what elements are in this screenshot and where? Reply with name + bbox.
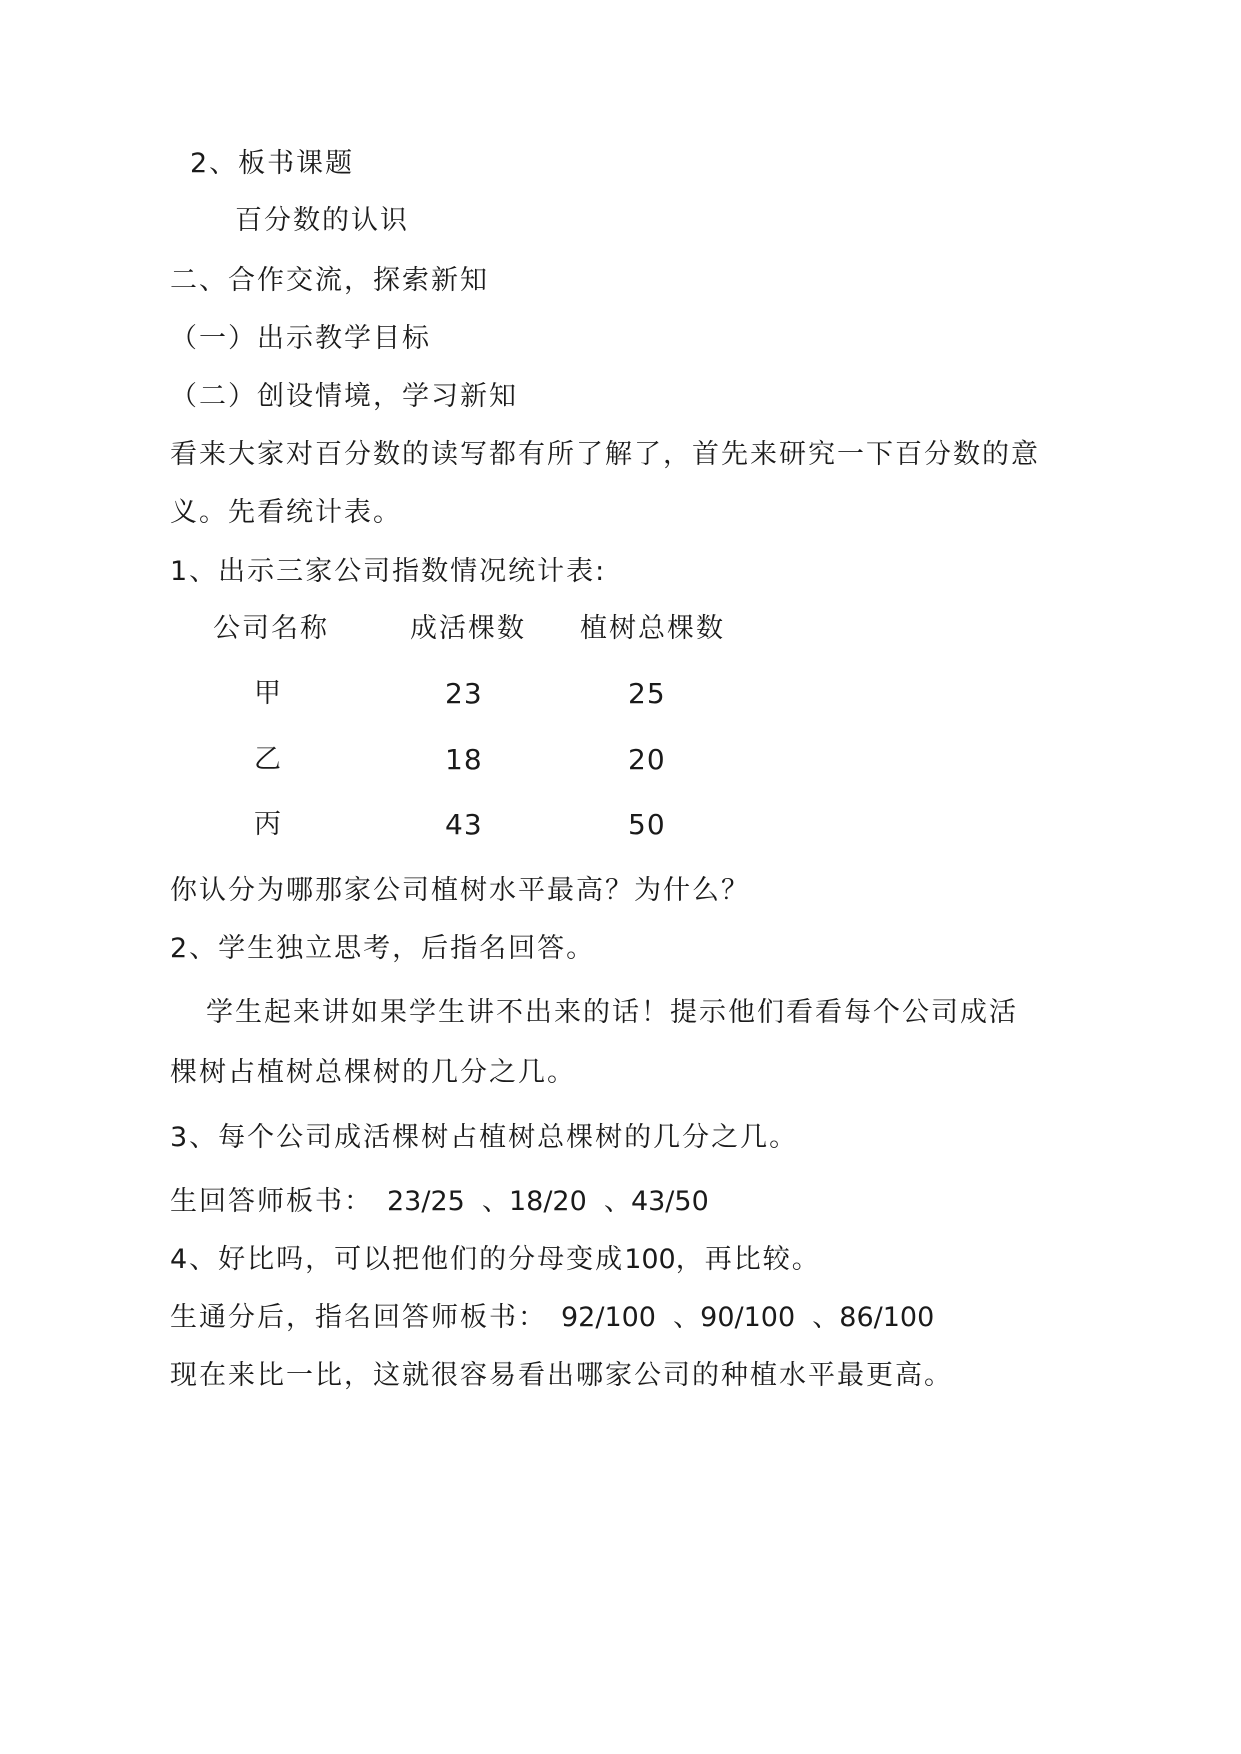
table-header-company: 公司名称 xyxy=(213,613,329,644)
table-cell-company: 乙 xyxy=(254,744,283,775)
answer-2-line xyxy=(170,1301,934,1335)
heading-board-title: 2、板书课题 xyxy=(190,148,355,179)
lesson-topic: 百分数的认识 xyxy=(235,205,409,236)
step-2-text: 2、学生独立思考，后指名回答。 xyxy=(170,933,596,964)
conclusion-text: 现在来比一比，这就很容易看出哪家公司的种植水平最更高。 xyxy=(170,1360,953,1391)
step-3-text: 3、每个公司成活棵树占植树总棵树的几分之几。 xyxy=(170,1122,799,1153)
answer-1-line xyxy=(170,1185,709,1219)
table-cell-alive: 18 xyxy=(445,743,483,776)
table-cell-total: 25 xyxy=(628,677,666,710)
table-cell-company: 甲 xyxy=(254,678,283,709)
step-4-number: 100 xyxy=(624,1244,676,1275)
table-cell-alive: 23 xyxy=(445,677,483,710)
table-cell-company: 丙 xyxy=(254,809,283,840)
section-heading: 二、合作交流，探索新知 xyxy=(170,265,489,296)
question-text: 你认分为哪那家公司植树水平最高？为什么？ xyxy=(170,875,750,906)
step-4-text-a: 4、好比吗，可以把他们的分母变成 xyxy=(170,1244,625,1275)
answer-1-label: 生回答师板书： xyxy=(170,1186,373,1217)
table-header-alive: 成活棵数 xyxy=(410,613,526,644)
hint-paragraph-line-2: 棵树占植树总棵树的几分之几。 xyxy=(170,1057,576,1088)
answer-2-label: 生通分后，指名回答师板书： xyxy=(170,1302,547,1333)
subsection-objectives: （一）出示教学目标 xyxy=(170,323,431,354)
step-4-line xyxy=(170,1243,821,1277)
table-cell-alive: 43 xyxy=(445,808,483,841)
step-1-text: 1、出示三家公司指数情况统计表: xyxy=(170,556,607,587)
intro-paragraph-line-1: 看来大家对百分数的读写都有所了解了，首先来研究一下百分数的意 xyxy=(170,439,1040,470)
answer-2-values: 92/100 、90/100 、86/100 xyxy=(561,1302,935,1333)
table-cell-total: 50 xyxy=(628,808,666,841)
intro-paragraph-line-2: 义。先看统计表。 xyxy=(170,497,402,528)
subsection-scenario: （二）创设情境，学习新知 xyxy=(170,381,518,412)
table-header-total: 植树总棵数 xyxy=(580,613,725,644)
step-4-text-b: ，再比较。 xyxy=(675,1244,821,1275)
answer-1-values: 23/25 、18/20 、43/50 xyxy=(387,1186,709,1217)
table-cell-total: 20 xyxy=(628,743,666,776)
hint-paragraph-line-1: 学生起来讲如果学生讲不出来的话！提示他们看看每个公司成活 xyxy=(206,997,1018,1028)
